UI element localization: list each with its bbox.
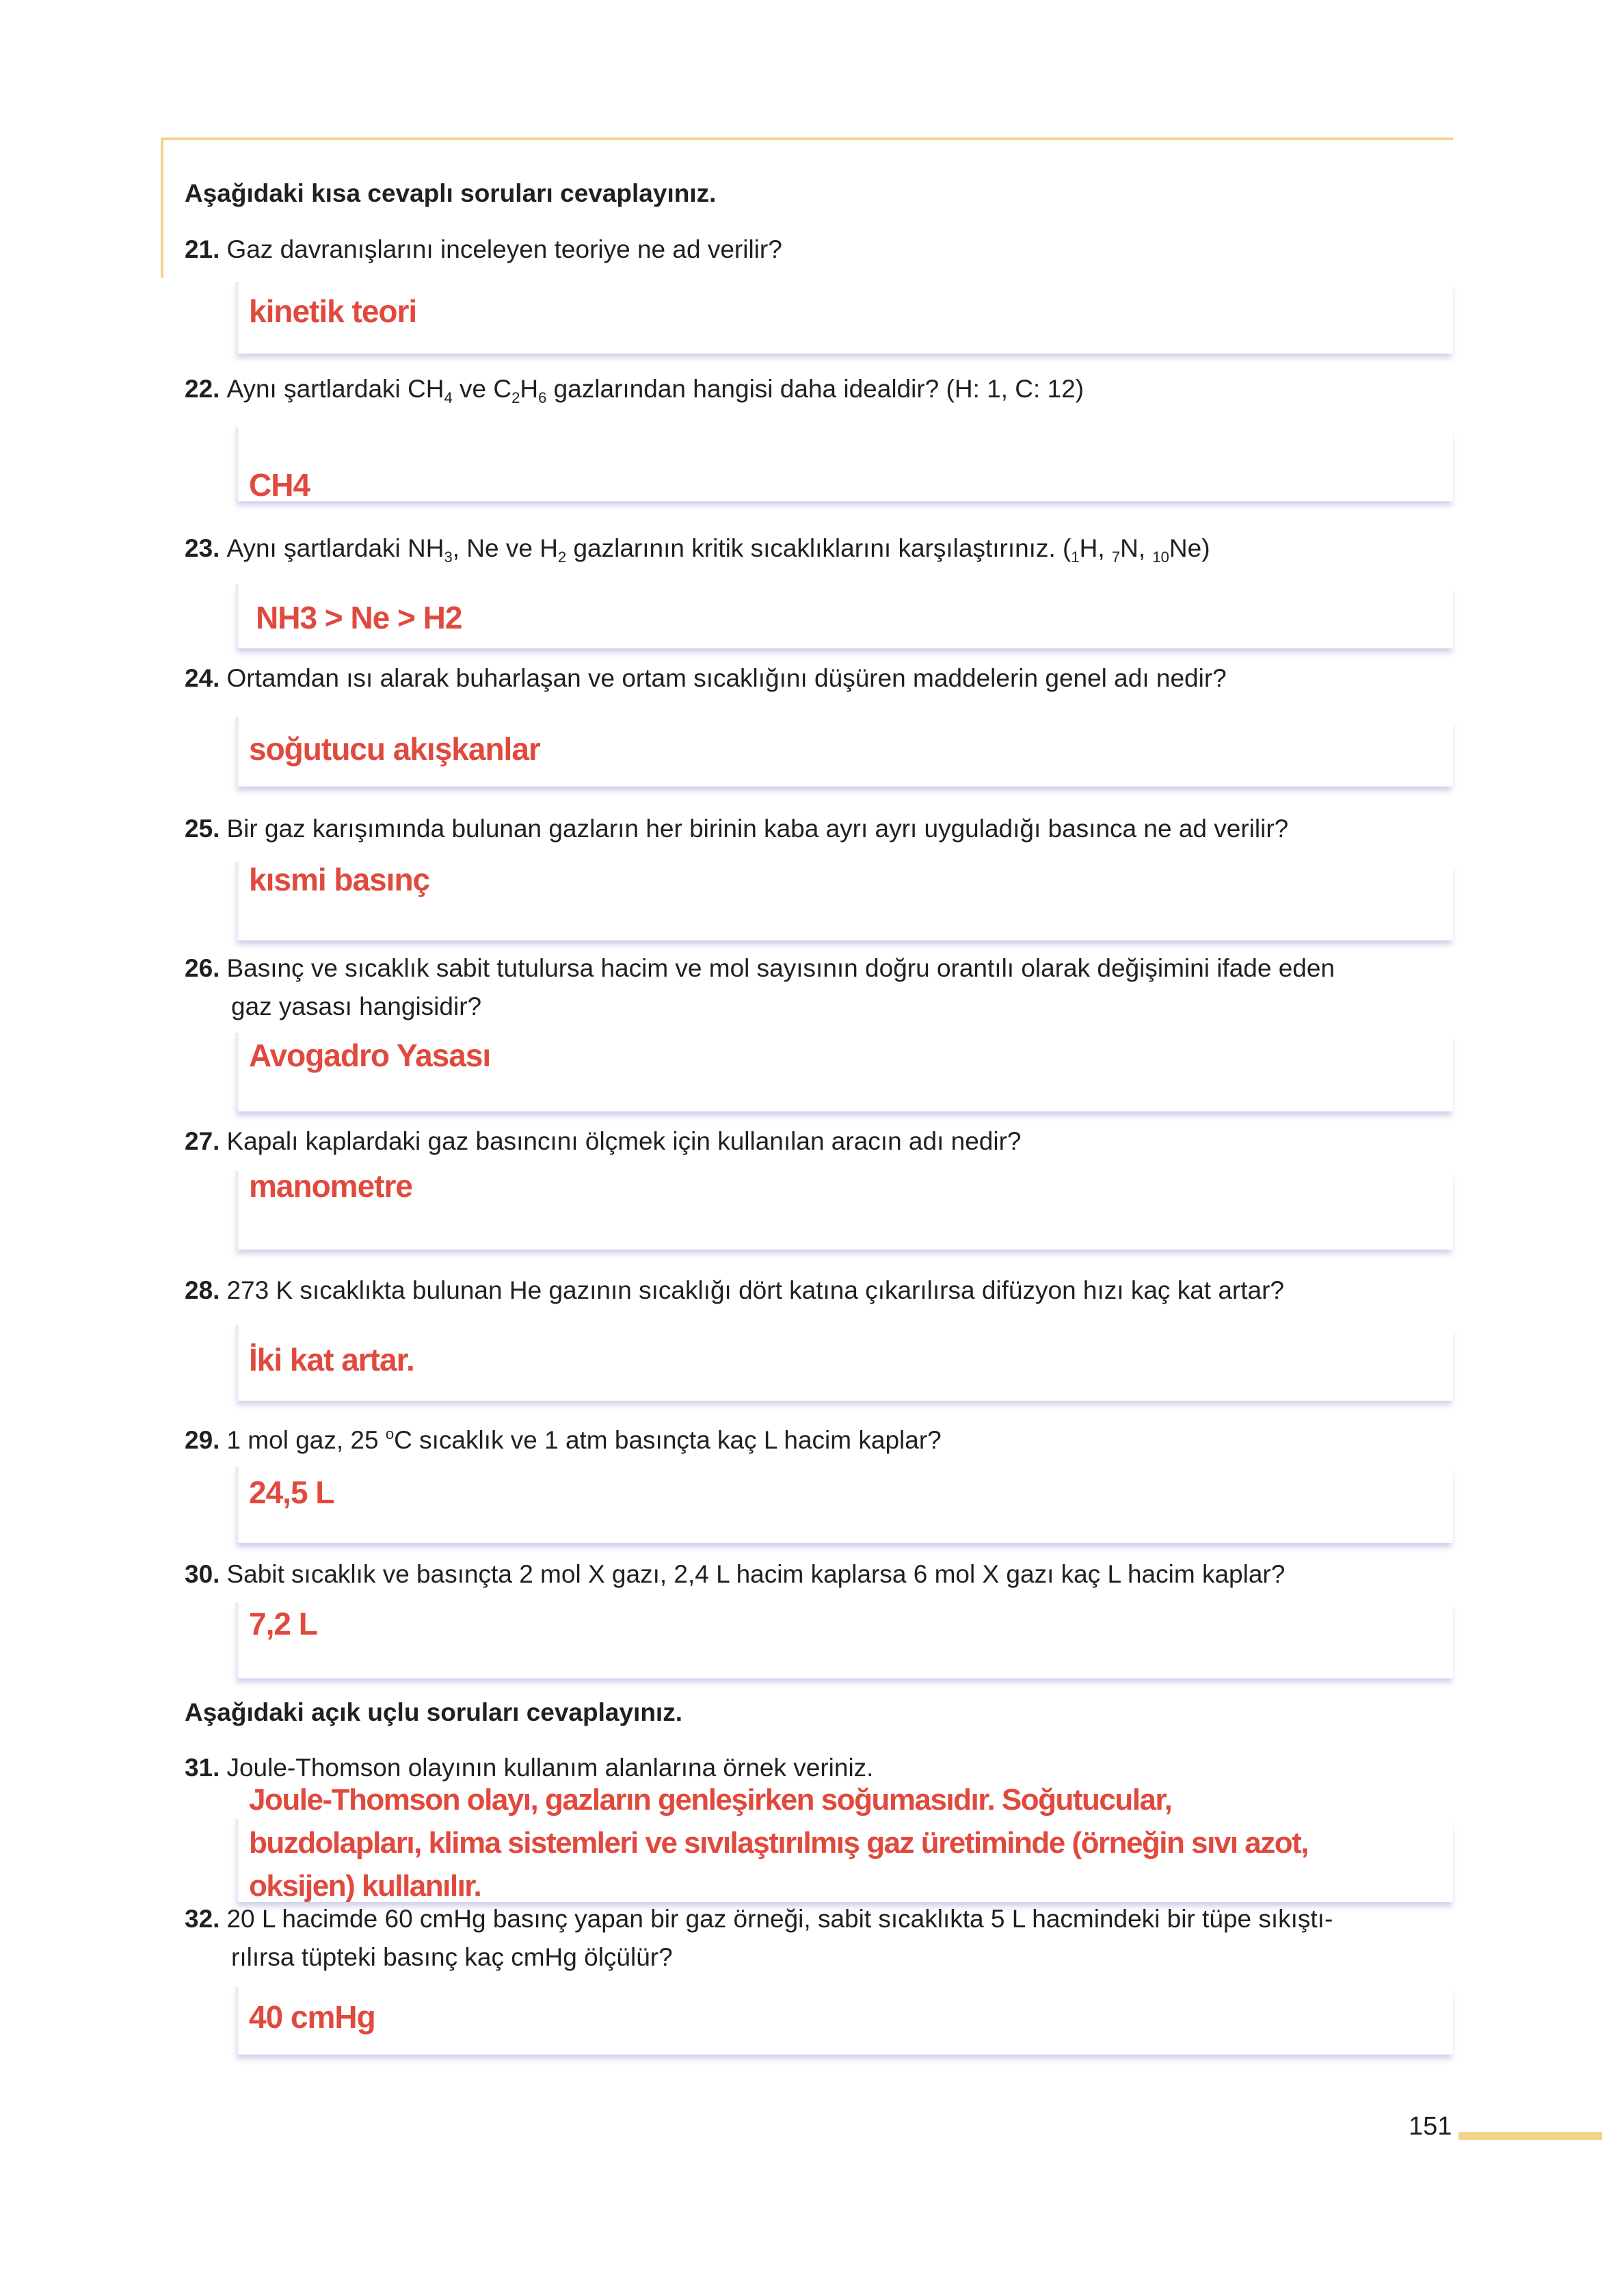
answer-22: CH4: [249, 467, 310, 503]
answer-25: kısmi basınç: [249, 862, 430, 897]
section-heading-short-answer: Aşağıdaki kısa cevaplı soruları cevaplayınız.: [185, 179, 717, 207]
question-text: H,: [1079, 534, 1112, 562]
question-number: 21.: [185, 235, 220, 263]
question-text: 20 L hacimde 60 cmHg basınç yapan bir gaz örneği, sabit sıcaklıkta 5 L hacmindeki bir tüpe sıkıştı-: [226, 1905, 1333, 1933]
answer-32: 40 cmHg: [249, 1999, 375, 2035]
question-25: [185, 810, 1288, 848]
answer-23: NH3 > Ne > H2: [256, 600, 462, 635]
page-number: 151: [1409, 2112, 1452, 2141]
question-number: 28.: [185, 1276, 220, 1304]
subscript: 2: [511, 389, 520, 406]
question-text: , Ne ve H: [452, 534, 558, 562]
question-text: 273 K sıcaklıkta bulunan He gazının sıcaklığı dört katına çıkarılırsa difüzyon hızı kaç kat artar?: [226, 1276, 1284, 1304]
answer-29: 24,5 L: [249, 1475, 334, 1510]
answer-31-line-3: oksijen) kullanılır.: [249, 1869, 481, 1903]
subscript: 2: [557, 549, 567, 566]
question-28: [185, 1271, 1284, 1310]
answer-31-line-2: buzdolapları, klima sistemleri ve sıvılaştırılmış gaz üretiminde (örneğin sıvı azot,: [249, 1826, 1308, 1860]
question-number: 22.: [185, 375, 220, 403]
question-29: [185, 1421, 942, 1460]
question-text-continued: gaz yasası hangisidir?: [231, 992, 482, 1020]
question-26: [185, 949, 1335, 1026]
subscript: 1: [1071, 549, 1080, 566]
answer-box-27[interactable]: [235, 1171, 1453, 1250]
answer-21: kinetik teori: [249, 293, 417, 329]
question-27: [185, 1122, 1022, 1161]
question-text: Ortamdan ısı alarak buharlaşan ve ortam sıcaklığını düşüren maddelerin genel adı nedir?: [226, 664, 1227, 692]
question-text: 1 mol gaz, 25: [226, 1426, 386, 1454]
footer-rule: [1459, 2132, 1602, 2140]
question-30: [185, 1555, 1285, 1594]
answer-box-29[interactable]: [235, 1467, 1453, 1543]
answer-27: manometre: [249, 1168, 412, 1204]
question-number: 26.: [185, 954, 220, 982]
question-number: 30.: [185, 1560, 220, 1588]
question-21: [185, 230, 782, 269]
answer-31-line-1: Joule-Thomson olayı, gazların genleşirken soğumasıdır. Soğutucular,: [249, 1783, 1172, 1817]
question-number: 31.: [185, 1754, 220, 1782]
answer-box-21[interactable]: [235, 282, 1453, 354]
answer-24: soğutucu akışkanlar: [249, 731, 540, 767]
question-text: N,: [1120, 534, 1153, 562]
question-text: Basınç ve sıcaklık sabit tutulursa hacim ve mol sayısının doğru orantılı olarak değişimini ifade eden: [226, 954, 1335, 982]
subscript: 10: [1152, 549, 1169, 566]
question-text: Aynı şartlardaki NH: [226, 534, 444, 562]
question-number: 23.: [185, 534, 220, 562]
question-text: Sabit sıcaklık ve basınçta 2 mol X gazı, 2,4 L hacim kaplarsa 6 mol X gazı kaç L hacim kaplar?: [226, 1560, 1286, 1588]
question-text: Bir gaz karışımında bulunan gazların her birinin kaba ayrı ayrı uyguladığı basınca ne ad verilir?: [226, 815, 1289, 843]
question-text: Ne): [1169, 534, 1210, 562]
answer-28: İki kat artar.: [249, 1342, 414, 1377]
subscript: 7: [1111, 549, 1121, 566]
answer-30: 7,2 L: [249, 1606, 317, 1641]
question-text: Gaz davranışlarını inceleyen teoriye ne ad verilir?: [226, 235, 782, 263]
question-number: 32.: [185, 1905, 220, 1933]
question-text: Kapalı kaplardaki gaz basıncını ölçmek için kullanılan aracın adı nedir?: [226, 1127, 1022, 1155]
answer-box-32[interactable]: [235, 1987, 1453, 2055]
question-number: 27.: [185, 1127, 220, 1155]
question-32: [185, 1900, 1333, 1977]
question-text: gazlarının kritik sıcaklıklarını karşılaştırınız. (: [566, 534, 1071, 562]
frame-top-rule: [161, 137, 1453, 140]
question-text: H: [520, 375, 539, 403]
question-number: 24.: [185, 664, 220, 692]
subscript: 3: [444, 549, 453, 566]
answer-box-28[interactable]: [235, 1325, 1453, 1401]
question-text: Aynı şartlardaki CH: [226, 375, 444, 403]
superscript: o: [385, 1425, 395, 1442]
question-number: 25.: [185, 815, 220, 843]
subscript: 6: [538, 389, 547, 406]
subscript: 4: [444, 389, 453, 406]
question-text: C sıcaklık ve 1 atm basınçta kaç L hacim kaplar?: [394, 1426, 942, 1454]
question-number: 29.: [185, 1426, 220, 1454]
section-heading-open-ended: Aşağıdaki açık uçlu soruları cevaplayınız.: [185, 1698, 682, 1726]
question-text-continued: rılırsa tüpteki basınç kaç cmHg ölçülür?: [231, 1943, 673, 1971]
answer-box-30[interactable]: [235, 1602, 1453, 1678]
question-24: [185, 659, 1227, 698]
question-text: gazlarından hangisi daha idealdir? (H: 1, C: 12): [546, 375, 1084, 403]
question-23: [185, 529, 1210, 568]
answer-box-22[interactable]: [235, 427, 1453, 501]
question-text: ve C: [452, 375, 512, 403]
question-22: [185, 370, 1084, 408]
answer-26: Avogadro Yasası: [249, 1038, 491, 1073]
frame-left-rule: [161, 137, 163, 278]
question-text: Joule-Thomson olayının kullanım alanlarına örnek veriniz.: [226, 1754, 874, 1782]
